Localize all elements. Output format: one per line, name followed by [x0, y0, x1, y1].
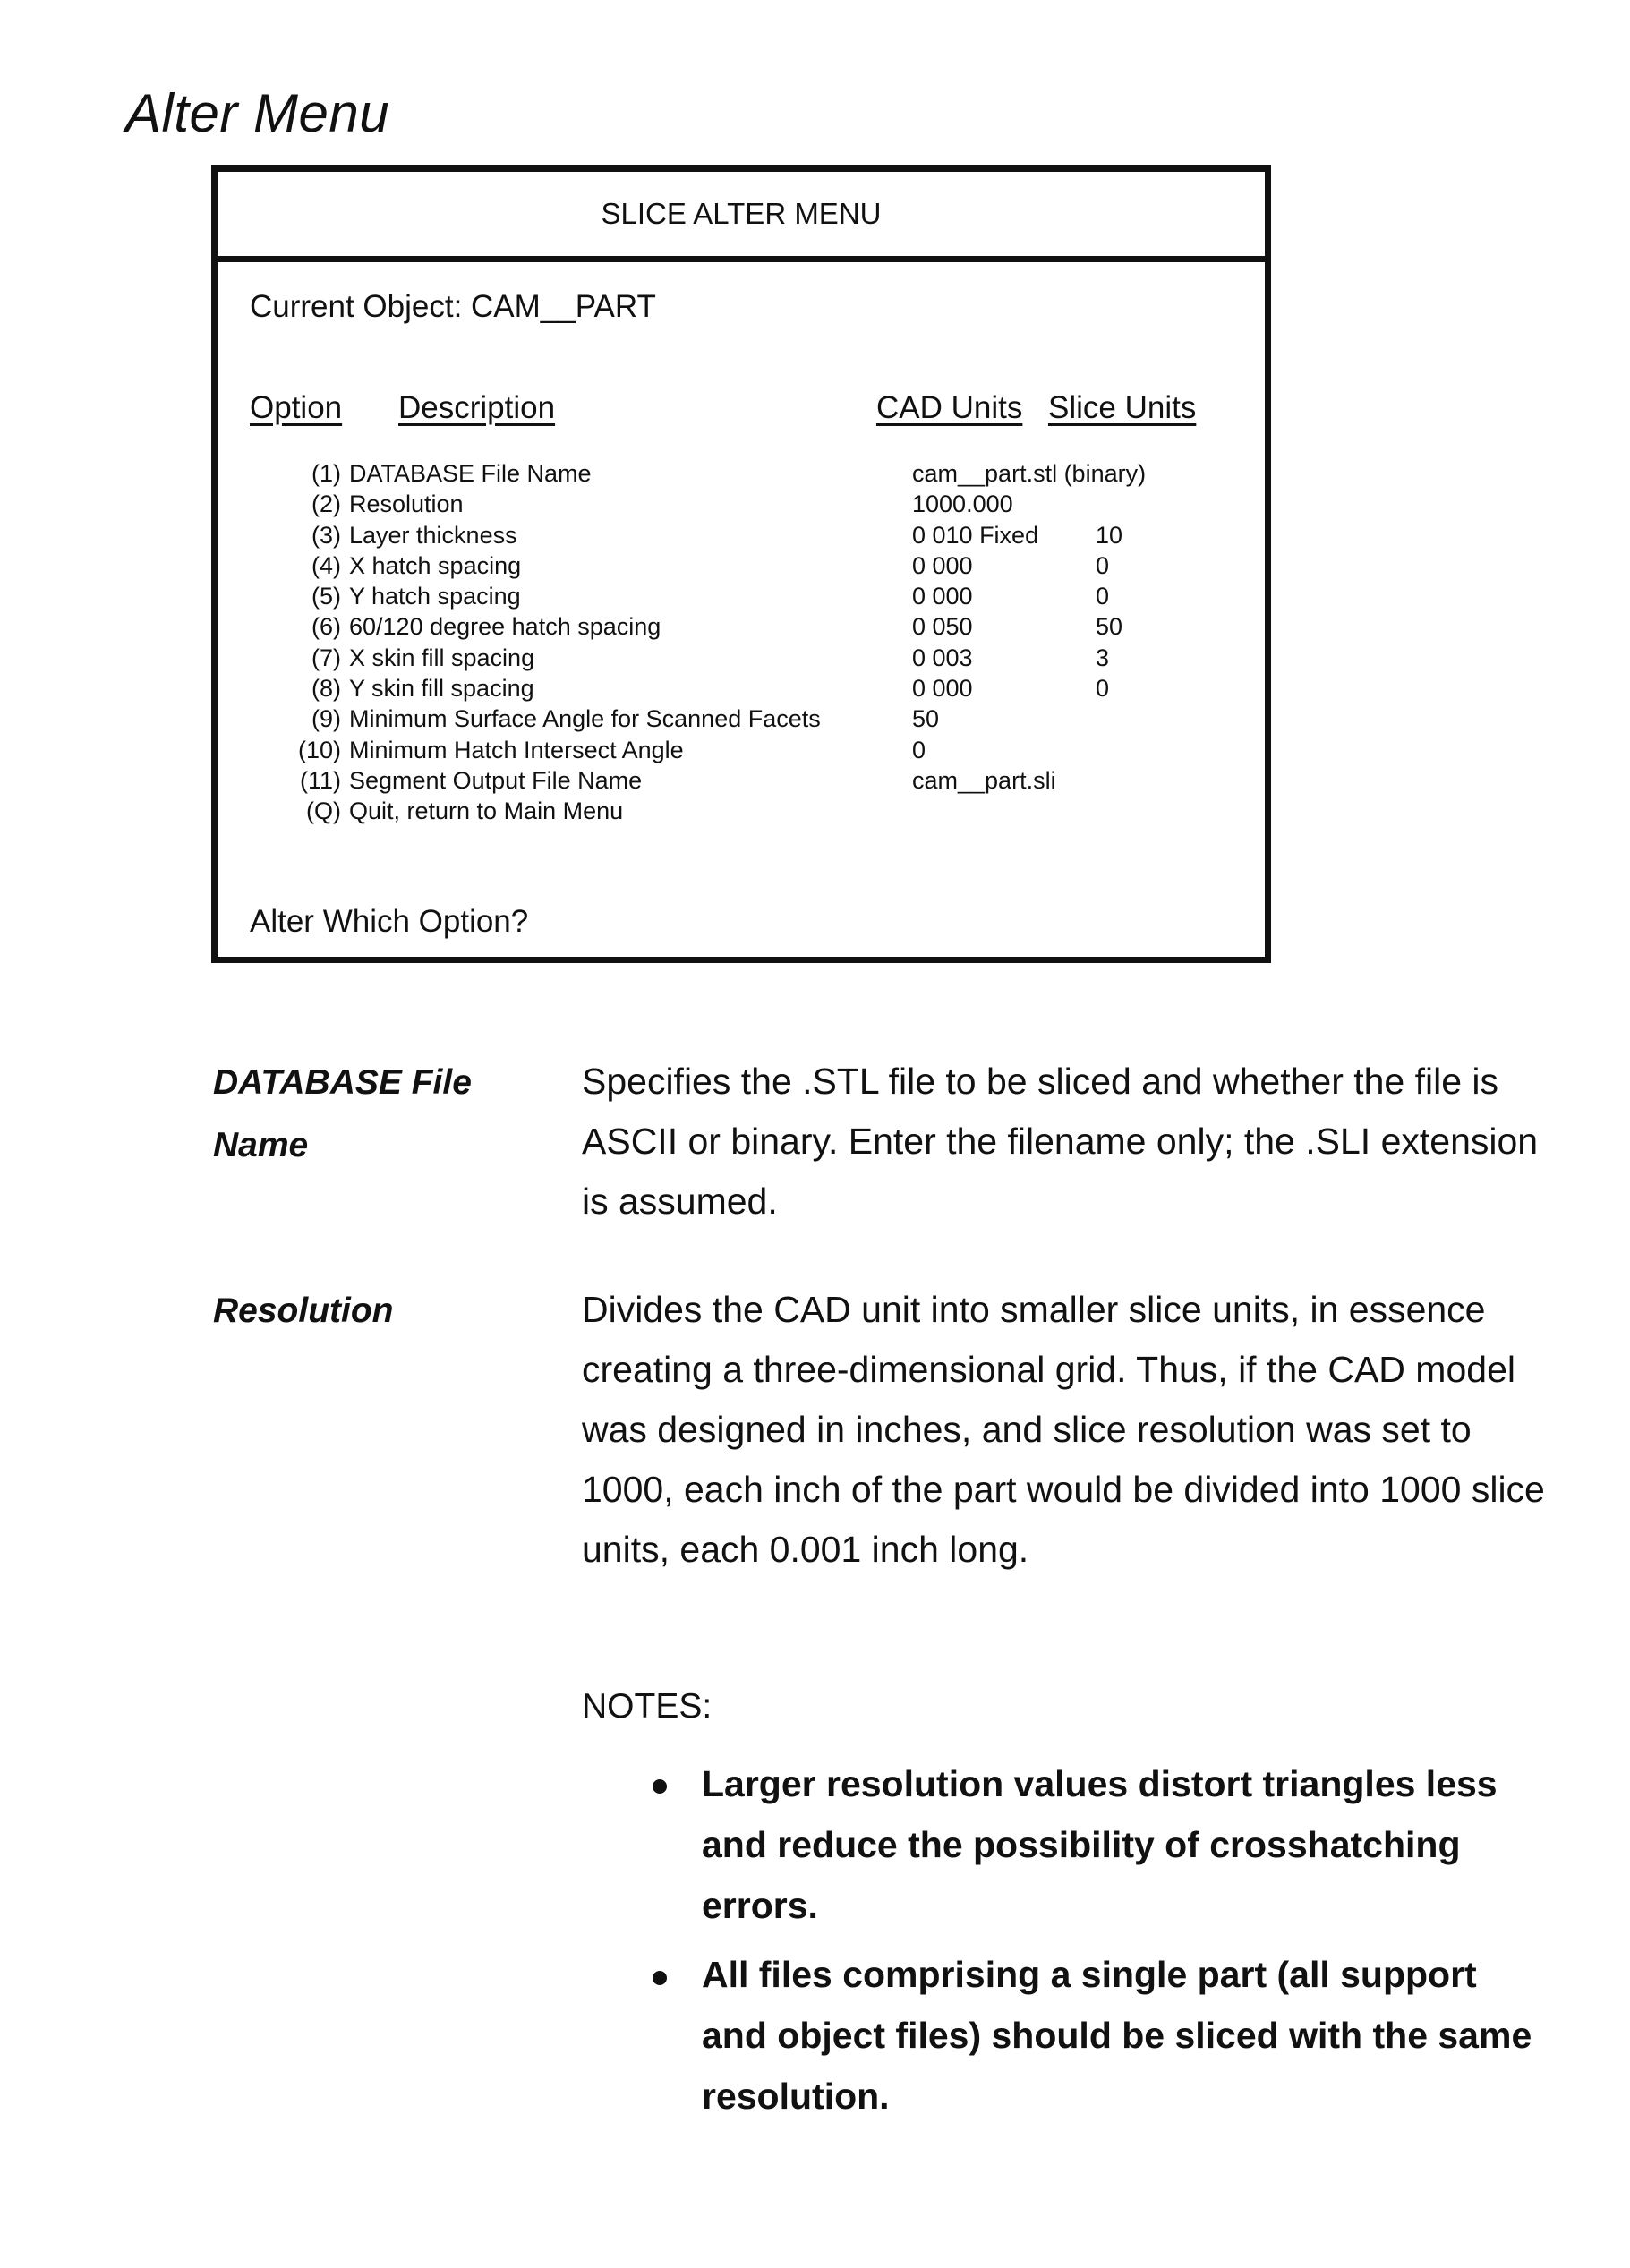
- option-description: Quit, return to Main Menu: [349, 796, 623, 826]
- option-description: DATABASE File Name: [349, 458, 592, 489]
- option-description: Minimum Hatch Intersect Angle: [349, 735, 684, 765]
- current-object-label: Current Object: CAM__PART: [250, 289, 1233, 325]
- option-cad-value: 0 000: [912, 550, 973, 581]
- option-row-60-120-hatch-spacing[interactable]: [250, 611, 1233, 642]
- slice-alter-menu-panel: [211, 165, 1271, 963]
- option-key: (5): [250, 581, 341, 611]
- option-description: X skin fill spacing: [349, 643, 534, 673]
- menu-title-bar: [218, 172, 1265, 262]
- option-cad-value: cam__part.stl (binary): [912, 458, 1146, 489]
- option-key: (10): [250, 735, 341, 765]
- column-header-cad-units: CAD Units: [876, 390, 1022, 426]
- option-cad-value: 0 050: [912, 611, 973, 642]
- option-row-database-file-name[interactable]: [250, 458, 1233, 489]
- term-database-file-name: DATABASE File Name: [213, 1052, 535, 1177]
- option-cad-value: 0: [912, 735, 926, 765]
- option-key: (Q): [250, 796, 341, 826]
- option-list: [250, 458, 1233, 827]
- note-item: Larger resolution values distort triangles less and reduce the possibility of crosshatching errors.: [702, 1753, 1543, 1936]
- option-key: (11): [250, 765, 341, 796]
- option-key: (8): [250, 673, 341, 703]
- option-key: (4): [250, 550, 341, 581]
- menu-title: SLICE ALTER MENU: [602, 197, 882, 231]
- bullet-icon: [653, 1971, 667, 1985]
- term-resolution: Resolution: [213, 1280, 535, 1343]
- column-header-slice-units: Slice Units: [1048, 390, 1196, 426]
- option-description: Segment Output File Name: [349, 765, 642, 796]
- option-description: Y hatch spacing: [349, 581, 521, 611]
- option-row-segment-output-file-name[interactable]: [250, 765, 1233, 796]
- alter-option-prompt[interactable]: Alter Which Option?: [250, 904, 528, 940]
- option-description: 60/120 degree hatch spacing: [349, 611, 661, 642]
- option-cad-value: 50: [912, 703, 939, 734]
- option-row-quit[interactable]: [250, 796, 1233, 826]
- resolution-section: [213, 1280, 1538, 2220]
- option-key: (6): [250, 611, 341, 642]
- column-header-option: Option: [250, 390, 342, 426]
- database-file-name-section: [213, 1052, 1538, 1249]
- definition-database-file-name: Specifies the .STL file to be sliced and whether the file is ASCII or binary. Enter the filename only; the .SLI extension is assumed.: [582, 1052, 1549, 1232]
- option-key: (7): [250, 643, 341, 673]
- option-cad-value: 1000.000: [912, 489, 1013, 519]
- option-slice-value: 0: [1096, 673, 1109, 703]
- option-slice-value: 0: [1096, 581, 1109, 611]
- option-key: (2): [250, 489, 341, 519]
- option-row-layer-thickness[interactable]: [250, 520, 1233, 550]
- option-key: (3): [250, 520, 341, 550]
- option-cad-value: 0 000: [912, 581, 973, 611]
- option-row-y-skin-fill-spacing[interactable]: [250, 673, 1233, 703]
- option-slice-value: 10: [1096, 520, 1122, 550]
- option-cad-value: 0 000: [912, 673, 973, 703]
- option-row-y-hatch-spacing[interactable]: [250, 581, 1233, 611]
- option-cad-value: 0 003: [912, 643, 973, 673]
- option-description: Minimum Surface Angle for Scanned Facets: [349, 703, 821, 734]
- menu-body: [218, 262, 1265, 827]
- bullet-icon: [653, 1779, 667, 1794]
- option-slice-value: 50: [1096, 611, 1122, 642]
- option-description: Y skin fill spacing: [349, 673, 534, 703]
- option-row-minimum-surface-angle[interactable]: [250, 703, 1233, 734]
- option-cad-value: cam__part.sli: [912, 765, 1056, 796]
- option-key: (1): [250, 458, 341, 489]
- option-row-resolution[interactable]: [250, 489, 1233, 519]
- option-row-x-skin-fill-spacing[interactable]: [250, 643, 1233, 673]
- option-description: X hatch spacing: [349, 550, 521, 581]
- option-slice-value: 3: [1096, 643, 1109, 673]
- note-item: All files comprising a single part (all support and object files) should be sliced with the same resolution.: [702, 1944, 1543, 2127]
- option-row-x-hatch-spacing[interactable]: [250, 550, 1233, 581]
- column-headers: [250, 390, 1233, 435]
- definition-resolution: Divides the CAD unit into smaller slice units, in essence creating a three-dimensional grid. Thus, if the CAD model was designed in inches, and slice resolution was set to 1000, each inch of the part would be divided into 1000 slice units, each 0.001 inch long.: [582, 1280, 1549, 1580]
- option-cad-value: 0 010 Fixed: [912, 520, 1038, 550]
- option-row-minimum-hatch-intersect-angle[interactable]: [250, 735, 1233, 765]
- option-slice-value: 0: [1096, 550, 1109, 581]
- page-heading: Alter Menu: [125, 82, 389, 144]
- column-header-description: Description: [398, 390, 555, 426]
- option-description: Layer thickness: [349, 520, 517, 550]
- notes-title: NOTES:: [582, 1687, 712, 1727]
- option-description: Resolution: [349, 489, 464, 519]
- option-key: (9): [250, 703, 341, 734]
